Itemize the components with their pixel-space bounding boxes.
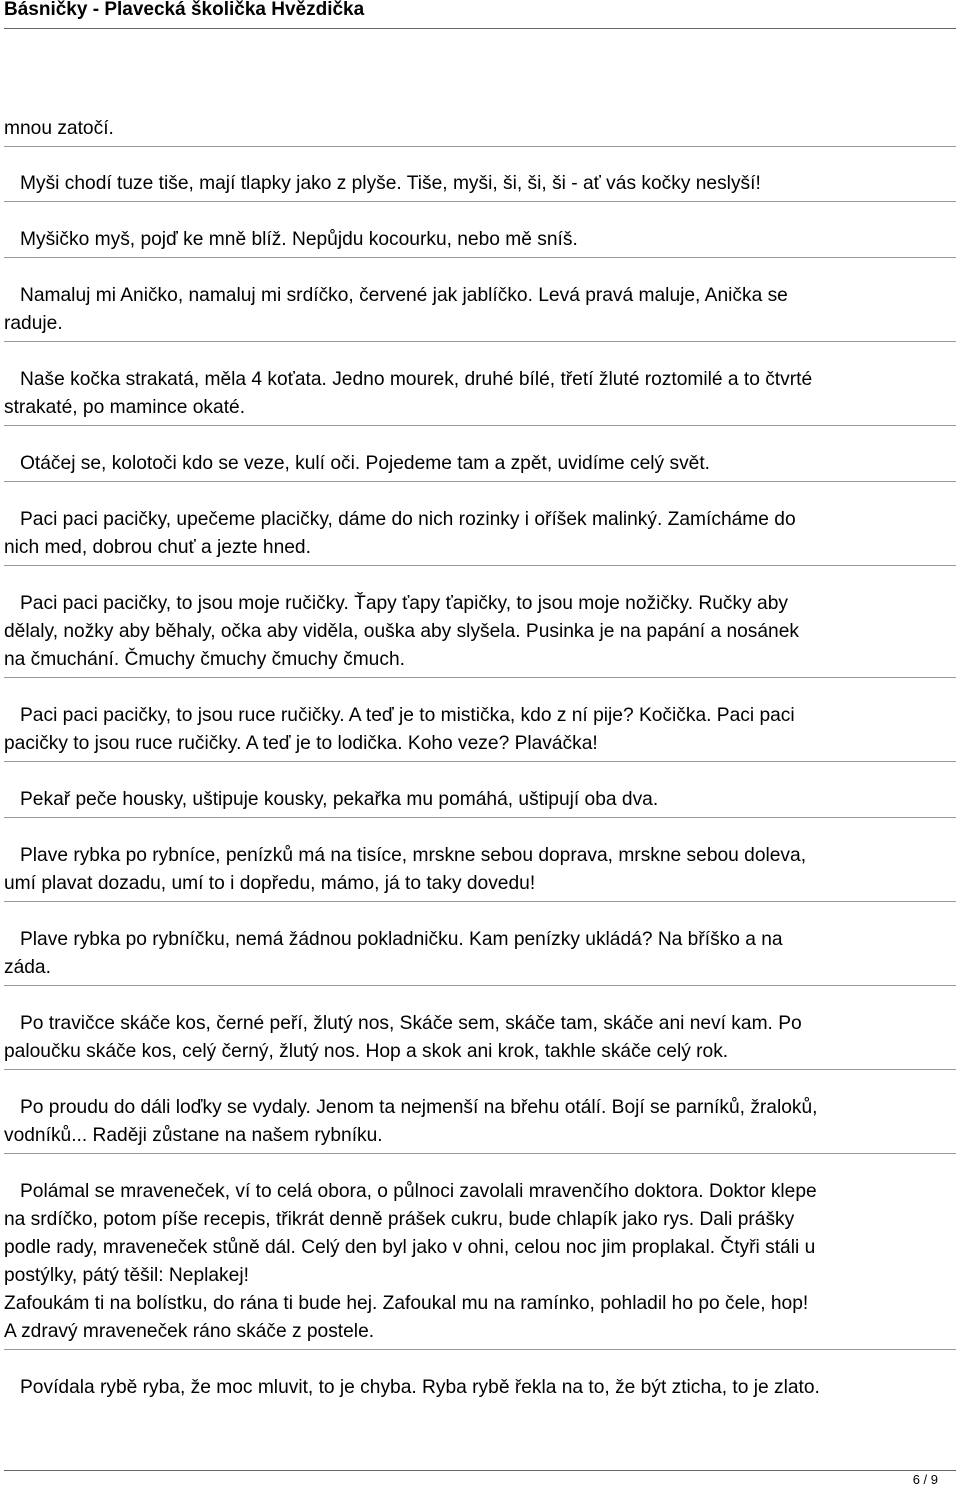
divider (4, 761, 956, 762)
poem-9: Paci paci pacičky, to jsou ruce ručičky. A teď je to mistička, kdo z ní pije? Kočička. Paci paci pacičky to jsou ruce ručičky. A teď je to lodička. Koho veze? Plaváčka! (4, 705, 795, 754)
poem-5: Naše kočka strakatá, měla 4 koťata. Jedno mourek, druhé bílé, třetí žluté roztomilé a to čtvrté strakaté, po mamince okaté. (4, 369, 813, 418)
divider (4, 817, 956, 818)
poem-15: Polámal se mraveneček, ví to celá obora, o půlnoci zavolali mravenčího doktora. Doktor klepe na srdíčko, potom píše recepis, třikrát denně prášek cukru, bude chlapík jako rys. Dali prášky podle rady, mraveneček stůně dál. Celý den byl jako v ohni, celou noc jim proplakal. Čtyři stáli u postýlky, pátý těšil: Neplakej! Zafoukám ti na bolístku, do rána ti bude hej. Zafoukal mu na ramínko, pohladil ho po čele, hop! A zdravý mraveneček ráno skáče z postele. (4, 1181, 817, 1342)
poem-7: Paci paci pacičky, upečeme placičky, dáme do nich rozinky i oříšek malinký. Zamícháme do nich med, dobrou chuť a jezte hned. (4, 509, 796, 558)
poem-12: Plave rybka po rybníčku, nemá žádnou pokladničku. Kam penízky ukládá? Na bříško a na záda. (4, 929, 783, 978)
poem-13: Po travičce skáče kos, černé peří, žlutý nos, Skáče sem, skáče tam, skáče ani neví kam. Po paloučku skáče kos, celý černý, žlutý nos. Hop a skok ani krok, takhle skáče celý rok. (4, 1013, 802, 1062)
poem-14: Po proudu do dáli loďky se vydaly. Jenom ta nejmenší na břehu otálí. Bojí se parníků, žraloků, vodníků... Raději zůstane na našem rybníku. (4, 1097, 818, 1146)
poem-3: Myšičko myš, pojď ke mně blíž. Nepůjdu kocourku, nebo mě sníš. (4, 229, 578, 250)
poem-6: Otáčej se, kolotoči kdo se veze, kulí oči. Pojedeme tam a zpět, uvidíme celý svět. (4, 453, 711, 474)
divider (4, 425, 956, 426)
divider (4, 985, 956, 986)
divider (4, 1349, 956, 1350)
poem-8: Paci paci pacičky, to jsou moje ručičky. Ťapy ťapy ťapičky, to jsou moje nožičky. Ručky aby dělaly, nožky aby běhaly, očka aby viděla, ouška aby slyšela. Pusinka je na papání a nosánek na čmuchání. Čmuchy čmuchy čmuchy čmuch. (4, 593, 799, 670)
divider (4, 677, 956, 678)
poem-4: Namaluj mi Aničko, namaluj mi srdíčko, červené jak jablíčko. Levá pravá maluje, Anička se raduje. (4, 285, 788, 334)
page-title: Básničky - Plavecká školička Hvězdička (4, 0, 365, 20)
divider (4, 341, 956, 342)
divider (4, 1153, 956, 1154)
divider (4, 146, 956, 147)
poem-16: Povídala rybě ryba, že moc mluvit, to je chyba. Ryba rybě řekla na to, že být zticha, to je zlato. (4, 1377, 820, 1398)
poem-10: Pekař peče housky, uštipuje kousky, pekařka mu pomáhá, uštipují oba dva. (4, 789, 659, 810)
header-divider (4, 28, 956, 29)
divider (4, 257, 956, 258)
poem-11: Plave rybka po rybníce, penízků má na tisíce, mrskne sebou doprava, mrskne sebou doleva, umí plavat dozadu, umí to i dopředu, mámo, já to taky dovedu! (4, 845, 807, 894)
divider (4, 481, 956, 482)
poem-2: Myši chodí tuze tiše, mají tlapky jako z plyše. Tiše, myši, ši, ši, ši - ať vás kočky neslyší! (4, 173, 761, 194)
page-number: 6 / 9 (912, 1472, 938, 1487)
footer-divider (4, 1470, 956, 1471)
divider (4, 201, 956, 202)
poem-1: mnou zatočí. (4, 118, 114, 139)
divider (4, 565, 956, 566)
divider (4, 1069, 956, 1070)
divider (4, 901, 956, 902)
